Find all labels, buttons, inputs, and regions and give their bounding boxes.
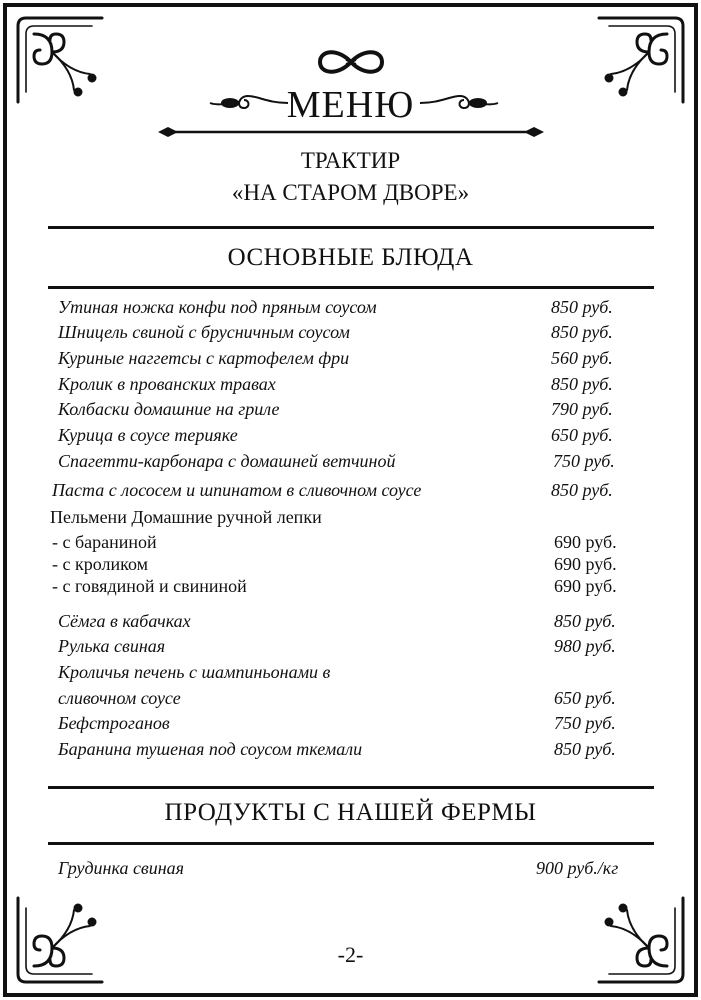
menu-item-name: Баранина тушеная под соусом ткемали (58, 739, 363, 759)
page-number: -2- (337, 942, 364, 967)
menu-item-price: 850 руб. (551, 322, 613, 342)
section-title-farm: ПРОДУКТЫ С НАШЕЙ ФЕРМЫ (164, 799, 537, 826)
title-flourish-right (418, 92, 500, 114)
menu-item-price: 650 руб. (554, 688, 616, 708)
menu-subitem-price: 690 руб. (554, 576, 617, 596)
menu-item-name: Кроличья печень с шампиньонами в (58, 662, 331, 682)
menu-item-price: 750 руб. (554, 713, 616, 733)
title-divider (158, 125, 544, 139)
menu-item-name: Утиная ножка конфи под пряным соусом (58, 297, 377, 317)
section-title-main: ОСНОВНЫЕ БЛЮДА (227, 244, 474, 271)
menu-item-price: 980 руб. (554, 636, 616, 656)
menu-item-name: Рулька свиная (58, 636, 166, 656)
menu-item-price: 850 руб. (551, 374, 613, 394)
menu-item-price: 850 руб. (551, 297, 613, 317)
menu-item-name: Паста с лососем и шпинатом в сливочном соусе (52, 480, 422, 500)
restaurant-type: ТРАКТИР (300, 148, 401, 173)
menu-item-name: Колбаски домашние на гриле (58, 399, 280, 419)
menu-item-price: 650 руб. (551, 425, 613, 445)
farm-item-name: Грудинка свиная (58, 858, 185, 878)
menu-item-name: Сёмга в кабачках (58, 611, 191, 631)
menu-item-price: 790 руб. (551, 399, 613, 419)
menu-item-price: 850 руб. (554, 611, 616, 631)
farm-item-price: 900 руб./кг (536, 858, 619, 878)
divider-farm-top (48, 786, 654, 789)
menu-item-name: Спагетти-карбонара с домашней ветчиной (58, 451, 396, 471)
divider-top (48, 226, 654, 229)
menu-item-name: Курица в соусе терияке (58, 425, 238, 445)
menu-item-price: 560 руб. (551, 348, 613, 368)
restaurant-name: «НА СТАРОМ ДВОРЕ» (231, 180, 470, 205)
top-bow-ornament (316, 48, 386, 76)
menu-subitem-name: - с бараниной (52, 532, 157, 552)
menu-item-name: Шницель свиной с брусничным соусом (58, 322, 350, 342)
menu-item-price: 850 руб. (551, 480, 613, 500)
menu-subitem-name: - с кроликом (52, 554, 148, 574)
menu-item-name: Бефстроганов (58, 713, 170, 733)
menu-title: МЕНЮ (286, 84, 415, 126)
menu-subitem-name: - с говядиной и свининой (52, 576, 247, 596)
menu-subitem-price: 690 руб. (554, 554, 617, 574)
menu-item-price: 750 руб. (553, 451, 615, 471)
divider-main (48, 286, 654, 289)
menu-group-heading: Пельмени Домашние ручной лепки (50, 507, 322, 527)
menu-title-row (0, 80, 701, 130)
divider-farm-bottom (48, 842, 654, 845)
menu-item-price: 850 руб. (554, 739, 616, 759)
menu-item-name: сливочном соусе (58, 688, 181, 708)
menu-subitem-price: 690 руб. (554, 532, 617, 552)
menu-item-name: Кролик в прованских травах (58, 374, 276, 394)
menu-item-name: Куриные наггетсы с картофелем фри (58, 348, 350, 368)
